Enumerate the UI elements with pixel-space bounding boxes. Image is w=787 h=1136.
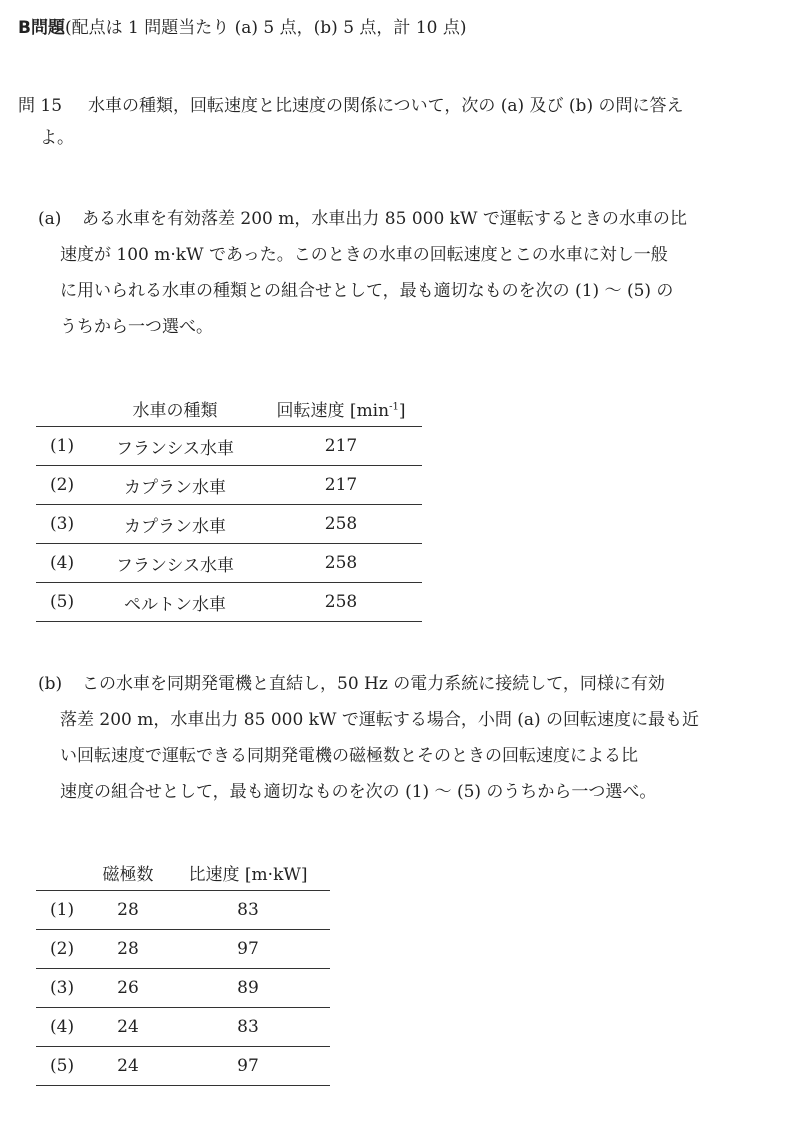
option-number: (2) (36, 930, 90, 969)
part-b-line-4: 速度の組合せとして，最も適切なものを次の (1) ～ (5) のうちから一つ選べ。 (60, 782, 657, 802)
question-text-line-2: よ。 (40, 128, 74, 148)
table-row (36, 427, 422, 466)
part-b-line-3: い回転速度で運転できる同期発電機の磁極数とそのときの回転速度による比 (60, 746, 638, 766)
col-header-poles: 磁極数 (90, 854, 166, 891)
part-b-line-1: この水車を同期発電機と直結し，50 Hz の電力系統に接続して，同様に有効 (82, 674, 665, 694)
unit-exponent: -1 (389, 400, 399, 412)
specific-speed-cell: 97 (166, 1047, 330, 1086)
part-a-line-1: ある水車を有効落差 200 m，水車出力 85 000 kW で運転するときの水車の比 (82, 209, 687, 229)
turbine-type-cell: ペルトン水車 (90, 583, 260, 622)
turbine-type-cell: フランシス水車 (90, 544, 260, 583)
table-header-row (36, 854, 330, 891)
table-row (36, 544, 422, 583)
rotation-speed-cell: 217 (260, 466, 422, 505)
question-number: 問 15 (18, 96, 63, 116)
option-number: (5) (36, 1047, 90, 1086)
rotation-speed-cell: 258 (260, 505, 422, 544)
table-header-row (36, 390, 422, 427)
part-b-line-2: 落差 200 m，水車出力 85 000 kW で運転する場合，小問 (a) の回転速度に最も近 (60, 710, 700, 730)
section-header (18, 14, 467, 42)
turbine-type-cell: カプラン水車 (90, 466, 260, 505)
table-row (36, 1008, 330, 1047)
table-row (36, 930, 330, 969)
table-row (36, 466, 422, 505)
table-row (36, 583, 422, 622)
table-row (36, 1047, 330, 1086)
poles-cell: 24 (90, 1008, 166, 1047)
option-number: (4) (36, 1008, 90, 1047)
table-row (36, 505, 422, 544)
col-header-turbine-type: 水車の種類 (90, 390, 260, 427)
rotation-speed-cell: 217 (260, 427, 422, 466)
option-number: (3) (36, 969, 90, 1008)
poles-cell: 26 (90, 969, 166, 1008)
table-row (36, 891, 330, 930)
specific-speed-cell: 83 (166, 891, 330, 930)
option-number: (4) (36, 544, 90, 583)
part-a-statement (38, 201, 778, 345)
part-a-line-2: 速度が 100 m·kW であった。このときの水車の回転速度とこの水車に対し一般 (60, 245, 668, 265)
specific-speed-cell: 89 (166, 969, 330, 1008)
part-b-options-table (36, 854, 330, 1086)
option-number: (1) (36, 891, 90, 930)
col-header-rotation-speed: 回転速度 $[\min^{-1}]$ (260, 390, 422, 427)
part-a-options-table (36, 390, 422, 622)
part-b-label: (b) (38, 674, 63, 694)
question-statement (18, 90, 778, 154)
part-a-label: (a) (38, 209, 62, 229)
table-row (36, 969, 330, 1008)
option-number: (2) (36, 466, 90, 505)
option-number: (1) (36, 427, 90, 466)
section-title: B問題 (18, 18, 65, 38)
part-b-statement (38, 666, 778, 810)
part-a-line-3: に用いられる水車の種類との組合せとして，最も適切なものを次の (1) ～ (5) の (60, 281, 674, 301)
specific-speed-cell: 83 (166, 1008, 330, 1047)
turbine-type-cell: カプラン水車 (90, 505, 260, 544)
poles-cell: 24 (90, 1047, 166, 1086)
specific-speed-cell: 97 (166, 930, 330, 969)
poles-cell: 28 (90, 891, 166, 930)
part-a-line-4: うちから一つ選べ。 (60, 317, 213, 337)
turbine-type-cell: フランシス水車 (90, 427, 260, 466)
points-note: (配点は 1 問題当たり (a) 5 点，(b) 5 点，計 10 点) (64, 18, 467, 38)
poles-cell: 28 (90, 930, 166, 969)
question-text-line-1: 水車の種類，回転速度と比速度の関係について，次の (a) 及び (b) の問に答え (88, 96, 684, 116)
rotation-speed-cell: 258 (260, 544, 422, 583)
option-number: (3) (36, 505, 90, 544)
option-number: (5) (36, 583, 90, 622)
col-header-specific-speed: 比速度 [m·kW] (166, 854, 330, 891)
rotation-speed-cell: 258 (260, 583, 422, 622)
